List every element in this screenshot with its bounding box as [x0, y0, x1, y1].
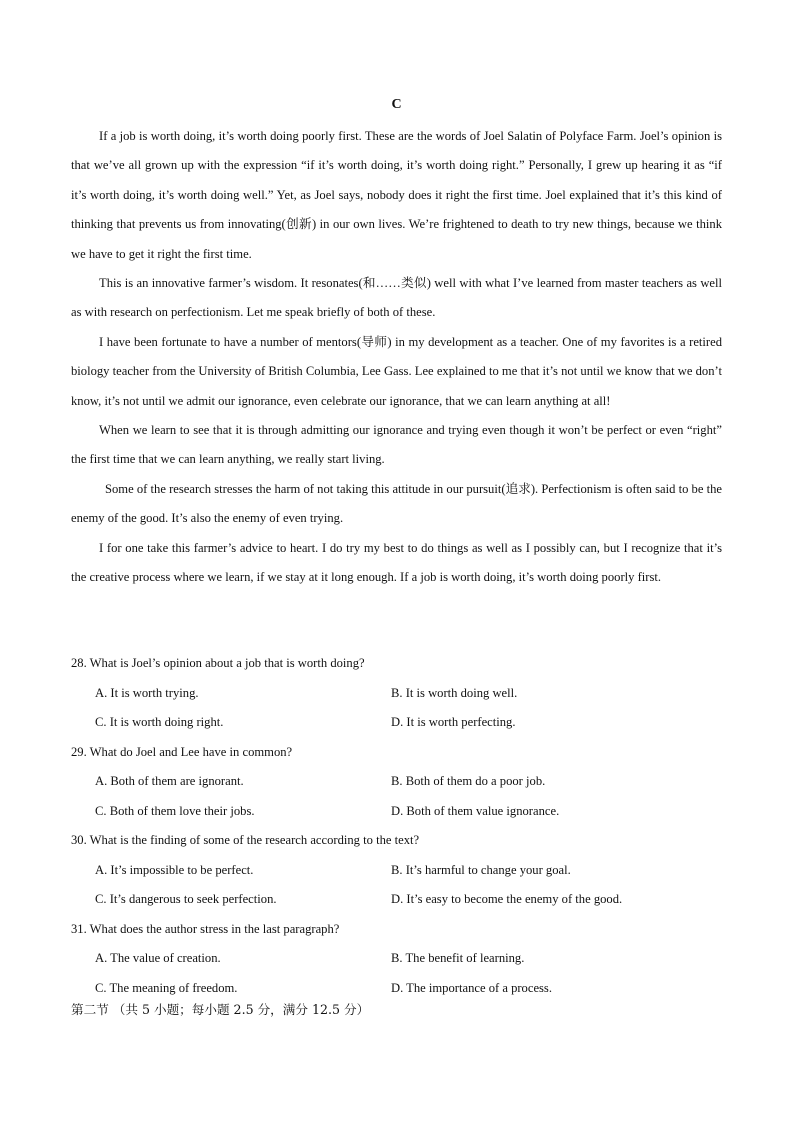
option-c: C. Both of them love their jobs.: [95, 803, 255, 818]
option-b: B. Both of them do a poor job.: [391, 774, 546, 788]
option-d: D. It’s easy to become the enemy of the good.: [391, 892, 623, 906]
passage-paragraph: I have been fortunate to have a number of mentors(导师) in my development as a teacher. One of my favorites is a retired biology teacher from the University of British Columbia, Lee Gass. Lee explained to me that it’s not until we know that we don’t know, it’s not until we admit our ignorance, even celebrate our ignorance, that we can learn anything at all!: [71, 334, 722, 408]
passage-paragraph: Some of the research stresses the harm of not taking this attitude in our pursuit(追求). Perfectionism is often said to be the enemy of the good. It’s also the enemy of even trying.: [71, 481, 722, 526]
question-stem: 31. What does the author stress in the last paragraph?: [71, 921, 340, 936]
option-b: B. The benefit of learning.: [391, 951, 525, 965]
option-b: B. It is worth doing well.: [391, 685, 518, 700]
option-c: C. It is worth doing right.: [95, 715, 224, 729]
option-d: D. The importance of a process.: [391, 980, 552, 995]
question-stem: 30. What is the finding of some of the research according to the text?: [71, 833, 420, 847]
option-d: D. It is worth perfecting.: [391, 715, 516, 729]
passage-paragraph: When we learn to see that it is through admitting our ignorance and trying even though it won’t be perfect or even “right” the first time that we can learn anything, we really start living.: [71, 423, 722, 467]
option-c: C. The meaning of freedom.: [95, 980, 238, 995]
option-c: C. It’s dangerous to seek perfection.: [95, 892, 277, 906]
passage-paragraph: This is an innovative farmer’s wisdom. It resonates(和……类似) well with what I’ve learned from master teachers as well as with research on perfectionism. Let me speak briefly of both of these.: [71, 276, 722, 320]
section-letter: C: [391, 97, 402, 112]
reading-passage: [71, 122, 722, 593]
question-stem: 29. What do Joel and Lee have in common?: [71, 744, 293, 759]
question-28: [71, 649, 722, 738]
passage-paragraph: I for one take this farmer’s advice to heart. I do try my best to do things as well as I possibly can, but I recognize that it’s the creative process where we learn, if we stay at it long enough. If a job is worth doing, it’s worth doing poorly first.: [71, 540, 722, 585]
option-a: A. It is worth trying.: [95, 685, 199, 700]
option-a: A. It’s impossible to be perfect.: [95, 862, 254, 877]
question-31: [71, 915, 722, 1004]
option-a: A. Both of them are ignorant.: [95, 774, 244, 788]
question-stem: 28. What is Joel’s opinion about a job that is worth doing?: [71, 656, 365, 670]
option-a: A. The value of creation.: [95, 951, 221, 965]
question-list: [71, 649, 722, 1003]
option-b: B. It’s harmful to change your goal.: [391, 862, 571, 877]
next-section-heading: 第二节 （共 5 小题；每小题 2.5 分，满分 12.5 分）: [71, 1002, 370, 1017]
option-d: D. Both of them value ignorance.: [391, 803, 560, 818]
question-30: [71, 826, 722, 915]
passage-paragraph: If a job is worth doing, it’s worth doing poorly first. These are the words of Joel Salatin of Polyface Farm. Joel’s opinion is that we’ve all grown up with the expression “if it’s worth doing, it’s worth doing right.” Personally, I grew up hearing it as “if it’s worth doing, it’s worth doing well.” Yet, as Joel says, nobody does it right the first time. Joel explained that it’s this kind of thinking that prevents us from innovating(创新) in our own lives. We’re frightened to death to try new things, because we think we have to get it right the first time.: [71, 129, 722, 261]
question-29: [71, 738, 722, 827]
